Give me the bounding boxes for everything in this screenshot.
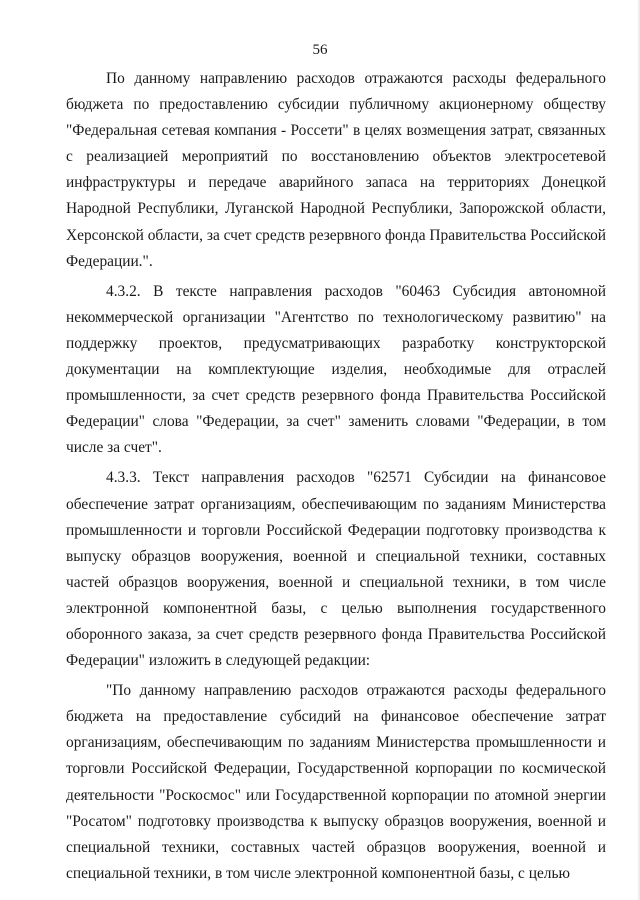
paragraph-4-3-2: 4.3.2. В тексте направления расходов "60463 Субсидия автономной некоммерческой организации "Агентство по технологическому развитию" на поддержку проектов, предусматривающих разработку конструкторской документации на комплектующие изделия, необходимые для отраслей промышленности, за счет средств резервного фонда Правительства Российской Федерации" слова "Федерации, за счет" заменить словами "Федерации, в том числе за счет". <box>66 282 606 457</box>
paragraph-expense-description: По данному направлению расходов отражаются расходы федерального бюджета по предоставлению субсидии публичному акционерному обществу "Федеральная сетевая компания - Россети" в целях возмещения затрат, связанных с реализацией мероприятий по восстановлению объектов электросетевой инфраструктуры и передаче аварийного запаса на территориях Донецкой Народной Республики, Луганской Народной Республики, Запорожской области, Херсонской области, за счет средств резервного фонда Правительства Российской Федерации.". <box>66 70 606 270</box>
paragraph-4-3-3: 4.3.3. Текст направления расходов "62571 Субсидии на финансовое обеспечение затрат организациям, обеспечивающим по заданиям Министерства промышленности и торговли Российской Федерации подготовку производства к выпуску образцов вооружения, военной и специальной техники, составных частей образцов вооружения, военной и специальной техники, в том числе электронной компонентной базы, с целью выполнения государственного оборонного заказа, за счет средств резервного фонда Правительства Российской Федерации" изложить в следующей редакции: <box>66 469 606 670</box>
document-body <box>66 66 606 887</box>
page-number: 56 <box>312 42 328 58</box>
paragraph-new-wording: "По данному направлению расходов отражаются расходы федерального бюджета на предоставление субсидий на финансовое обеспечение затрат организациям, обеспечивающим по заданиям Министерства промышленности и торговли Российской Федерации, Государственной корпорации по космической деятельности "Роскосмос" или Государственной корпорации по атомной энергии "Росатом" подготовку производства к выпуску образцов вооружения, военной и специальной техники, составных частей образцов вооружения, военной и специальной техники, в том числе электронной компонентной базы, с целью <box>66 682 606 882</box>
